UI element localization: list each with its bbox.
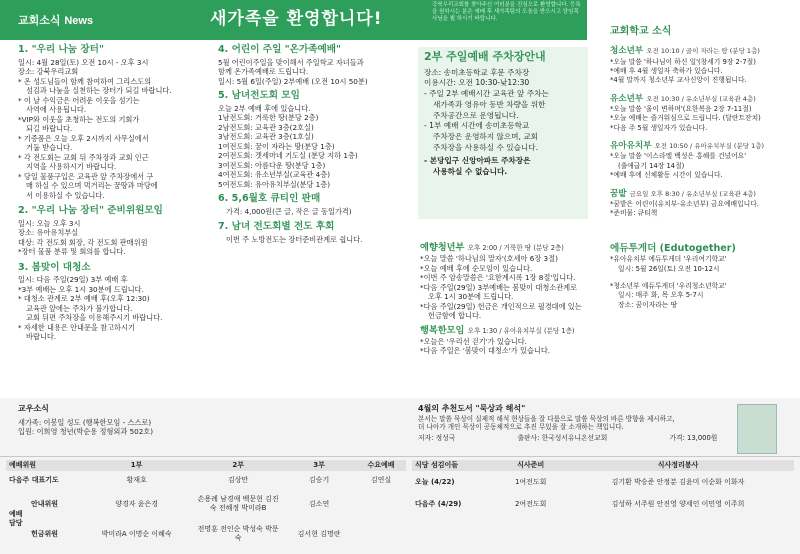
worship-duty-table <box>6 460 406 549</box>
news-column-2 <box>218 44 414 245</box>
divider <box>0 456 800 457</box>
text-line: 장소: 유아유치부실 <box>18 228 79 238</box>
table-row <box>412 493 794 515</box>
school-block-name: 유소년부 <box>610 93 644 104</box>
section-title: 4. 어린이 주일 "온가족예배" <box>218 44 342 55</box>
table-header-cell: 수요예배 <box>356 460 406 471</box>
table-cell: 오늘 (4/22) <box>415 477 455 486</box>
section-title: 3. 봄맞이 대청소 <box>18 261 91 273</box>
section-title: 7. 남녀 전도회별 전도 후회 <box>218 221 335 233</box>
table-row <box>412 471 794 493</box>
group-label: 예배 담당 <box>9 510 23 528</box>
text-line: *오늘 예배 후에 순모임이 있습니다. <box>420 263 533 273</box>
text-line: *다음 주일은 '봄맞이 대청소'가 있습니다. <box>420 346 551 356</box>
text-line: *청소년부 에듀투게더 '우리청소년학교' <box>610 282 727 291</box>
text-line: 더 나아가 개인 묵상이 공동체적으로 추진 무있을 잘 소개하는 책입니다. <box>418 423 624 432</box>
text-line: 바랍니다. <box>26 332 57 342</box>
text-line: - 본당입구 신앙아파트 주차장은 <box>424 155 531 165</box>
text-line: 지역을 사용하시기 바랍니다. <box>26 162 117 172</box>
text-line: * 당일 물품구입은 교육관 앞 주차장에서 구 <box>18 171 154 181</box>
text-line: *다음 주일(29일) 헌금은 개인적으로 필경대에 있는 <box>420 301 582 311</box>
text-line <box>610 274 795 282</box>
text-line: 일시: 5월 26일(토) 오전 10-12시 <box>618 264 720 273</box>
text-line: 일시: 5월 6일(주일) 2부예배 (오전 10시 50분) <box>218 76 368 86</box>
text-line: * 온 성도님들이 함께 참여하여 그리스도의 <box>18 76 152 86</box>
school-title: 교회학교 소식 <box>610 26 672 37</box>
text-line: 장소: 송미초등학교 후문 주차장 <box>424 67 530 77</box>
text-line: 본서는 말씀 묵상이 실제적 해석 현상들을 잘 다룸으로 말씀 묵상의 바른 방향을 제시하고, <box>418 414 675 423</box>
text-line: 일시: 매주 화, 목 오후 5-7시 <box>618 291 704 300</box>
text-line: 교육관 앞에는 주차가 불가합니다. <box>26 303 133 313</box>
table-cell <box>356 519 406 549</box>
text-line: *오늘 말씀 '울이 변하며'(요한복음 2장 7-11절) <box>610 105 752 113</box>
table-cell: 양경자 윤은경 <box>115 499 159 508</box>
youth-time: 오후 2:00 / 거룩한 땅 (분당 2층) <box>467 244 564 252</box>
text-line: - 1부 예배 시간에 송미초등학교 <box>424 121 530 131</box>
table-row <box>6 471 406 489</box>
text-line: * 기증품은 오늘 오후 2시까지 사무실에서 <box>18 133 149 143</box>
table-cell: 김상만 <box>228 475 249 484</box>
text-line: 가격: 4,000원(큰 글, 작은 글 동일가격) <box>226 206 352 216</box>
table-cell: 2여전도회 <box>514 499 547 508</box>
table-header-row <box>412 460 794 471</box>
text-line: *다음 주 5월 생일자가 있습니다. <box>610 123 708 132</box>
table-cell: 손용례 남경애 백문현 김진숙 전혜정 박미라B <box>197 495 279 513</box>
school-block-heading <box>610 46 795 57</box>
text-line: 주차장은 운영하지 않으며, 교회 <box>433 132 539 142</box>
text-line: 사용하실 수 없습니다. <box>433 166 508 176</box>
table-header-cell: 3부 <box>282 460 356 471</box>
text-line: 섬김과 나눔을 실천하는 장터가 되길 바랍니다. <box>26 86 172 96</box>
text-line: 4여전도회: 유소년부실(교육관 4층) <box>218 170 331 180</box>
text-line: 매 하실 수 있으며 먹거리는 꿈땅과 마당에 <box>26 181 158 191</box>
table-cell: 다음주 대표기도 <box>9 475 59 484</box>
happy-group-time: 오후 1:30 / 유아유치부실 (분당 1층) <box>467 326 575 335</box>
text-line: - 주일 2부 예배시간 교육관 앞 주차는 <box>424 89 549 99</box>
text-line: 사역에 사용됩니다. <box>26 105 87 115</box>
text-line: 이번 주 노방전도는 장터준비관계로 쉽니다. <box>226 235 363 245</box>
section-title: 5. 남녀전도회 모임 <box>218 90 300 102</box>
text-line: 장소: 강북우리교회 <box>18 67 79 77</box>
text-line: *이번 주 암송말씀은 '요한계시록 1장 8절'입니다. <box>420 273 576 283</box>
school-block-time: 금요일 오후 8:30 / 유소년부실 (교육관 4층) <box>629 189 756 198</box>
book-author: 저자: 정성국 <box>418 433 456 442</box>
member-news-title: 교우소식 <box>18 404 49 413</box>
table-cell: 헌금위원 <box>31 529 59 538</box>
text-line: 오후 1시 30분에 드립니다. <box>428 292 514 302</box>
text-line: *오늘은 '우리선 걷기'가 있습니다. <box>420 336 527 346</box>
text-line: 되길 바랍니다. <box>26 124 73 134</box>
news-label: 교회소식 <box>18 14 61 27</box>
table-cell <box>356 489 406 519</box>
table-cell: 김기환 박승준 안정분 김윤미 이순화 이화자 <box>611 477 745 486</box>
table-cell: 박미라A 이명순 이혜숙 <box>101 529 172 538</box>
text-line: 일시: 4월 28일(토) 오전 10시 - 오후 3시 <box>18 57 149 67</box>
table-header-cell: 1부 <box>79 460 194 471</box>
text-line: *3부 예배는 오후 1시 30분에 드립니다. <box>18 284 144 294</box>
table-cell: 김승기 <box>308 475 330 484</box>
text-line: 주차장을 사용하실 수 있습니다. <box>433 142 539 152</box>
youth-heading <box>420 242 590 254</box>
table-cell: 김성하 서주원 안진영 양세인 이민영 이주희 <box>611 499 745 508</box>
happy-group-title: 행복한모임 <box>420 324 465 336</box>
text-line: 함께 온가족예배로 드립니다. <box>218 67 309 77</box>
welcome-notice: 강북우리교회를 찾아주신 여러분을 진심으로 환영합니다. 등록을 원하시는 분은 예배 후 새가족팀의 도움을 받으시고 담임목사님을 뵙 하시기 바랍니다. <box>432 2 581 23</box>
text-line: *장터 물품 분류 및 회의를 합니다. <box>18 247 126 257</box>
section-title: 1. "우리 나눔 장터" <box>18 44 104 55</box>
top-banner <box>0 0 587 40</box>
section-title: 6. 5,6월호 큐티인 판매 <box>218 193 321 205</box>
text-line: *오늘 말씀 '이스라엘 백성은 홍해를 건넜어요' <box>610 152 747 161</box>
text-line: 장소: 꿈이자라는 땅 <box>618 300 678 309</box>
text-line: 입원: 이희영 청년(박순용 정형외과 502호) <box>18 427 154 437</box>
text-line: 새가족과 영유아 동반 차량을 위한 <box>433 99 546 109</box>
text-line: 5여전도회: 유아유치부실(분당 1층) <box>218 179 331 189</box>
table-row <box>6 519 406 549</box>
table-header-cell: 2부 <box>194 460 282 471</box>
text-line: 일시: 오늘 오후 3시 <box>18 218 81 228</box>
text-line: *4월 말까지 청소년부 교사신앙이 진행됩니다. <box>610 76 747 85</box>
school-block-heading <box>610 141 795 152</box>
news-section-tag <box>18 14 93 29</box>
parking-title: 2부 주일예배 주차장안내 <box>424 50 546 63</box>
text-line: *예배 후 4월 생일자 축하가 있습니다. <box>610 66 723 75</box>
text-line: *꿈밭은 어린이(유치부-유소년부) 금요예배입니다. <box>610 199 759 208</box>
table-header-cell: 예배위원 <box>6 460 79 471</box>
member-news <box>18 404 153 437</box>
table-cell: 전명훈 전인순 박성숙 박문숙 <box>197 525 279 543</box>
text-line: (출애굽기 14장 14절) <box>618 161 685 170</box>
parking-notice-box <box>418 47 588 219</box>
table-cell: 다음주 (4/29) <box>415 499 462 508</box>
church-school-column <box>610 25 795 310</box>
text-line: 5월 어린이주일을 맞이해서 주일학교 자녀들과 <box>218 57 364 67</box>
text-line: *오늘 말씀 '하나님의 말자'(호세아 6장 3절) <box>420 254 558 264</box>
text-line: 오늘 2부 예배 후에 있습니다. <box>218 103 311 113</box>
table-header-cell: 식사준비 <box>499 460 562 471</box>
table-header-cell: 식당 섬김이들 <box>412 460 499 471</box>
section-body <box>18 58 213 201</box>
text-line: 1남전도회: 거룩한 땅(분당 2층) <box>218 113 319 123</box>
text-line: *오늘 말씀 '하나님이 하신 일'(창세기 9장 2-7절) <box>610 57 756 66</box>
text-line: *다음 주일(29일) 3부예배는 봄맞이 대청소관계로 <box>420 282 578 292</box>
school-block-time: 오전 10:30 / 유소년부실 (교육관 4층) <box>646 94 756 103</box>
text-line: * 이 날 수익금은 어려운 이웃을 섬기는 <box>18 95 140 105</box>
school-block-time: 오전 10:50 / 유아유치부실 (분당 1층) <box>654 142 765 151</box>
school-block-time: 오전 10:10 / 골이 자라는 땅 (분당 1층) <box>646 47 760 56</box>
text-line: * 대청소 관계로 2부 예배 후(오후 12:30) <box>18 294 150 304</box>
text-line: * 각 전도회는 교회 뒤 주차장과 교회 인근 <box>18 152 149 162</box>
welcome-heading: 새가족을 환영합니다! <box>210 9 383 29</box>
text-line: 거둡 받습니다. <box>26 143 73 153</box>
text-line: 2남전도회: 교육관 3층(2호실) <box>218 122 314 132</box>
text-line: *유아유치부 에듀투게더 '우리여기학교' <box>610 255 727 264</box>
table-cell: 김서현 김명란 <box>297 529 341 538</box>
news-column-1 <box>18 44 213 342</box>
text-line: 3남전도회: 교육관 3층(1호실) <box>218 132 314 142</box>
school-block-name: 꿈밭 <box>610 188 627 199</box>
section-title: 2. "우리 나눔 장터" 준비위원모임 <box>18 205 163 217</box>
table-cell: 김소연 <box>308 499 330 508</box>
text-line: 대상: 각 전도회 회장, 각 전도회 판매위원 <box>18 237 148 247</box>
school-block-name: 유아유치부 <box>610 141 652 152</box>
happy-group-heading <box>420 325 590 337</box>
text-line: *오늘 예배는 즐거워심으로 드립니다. (달란트잔치) <box>610 114 761 123</box>
table-cell: 황재호 <box>126 475 147 484</box>
text-line: 서 이용하실 수 있습니다. <box>26 190 105 200</box>
book-meta <box>418 434 728 443</box>
book-publisher: 출판사: 한국성서유니온선교회 <box>517 433 608 442</box>
book-title: 4월의 추천도서 "묵상과 해석" <box>418 404 526 413</box>
text-line: * 자세한 내용은 안내문을 참고하시기 <box>18 322 135 332</box>
text-line: 2여전도회: 겟세마네 기도실 (분당 지하 1층) <box>218 151 358 161</box>
section-body <box>18 275 213 342</box>
book-cover-image <box>737 404 777 454</box>
text-line: *예배 후에 신체활동 시간이 있습니다. <box>610 171 723 180</box>
text-line: 새가족: 이봉일 성도 (행복한모임 - 스스로) <box>18 417 152 427</box>
table-header-row <box>6 460 406 471</box>
section-body <box>18 219 213 257</box>
table-cell: 김연실 <box>370 475 392 484</box>
news-label-en: News <box>64 15 94 27</box>
book-price: 가격: 13,000원 <box>669 433 718 442</box>
table-row <box>6 489 406 519</box>
text-line: 교회 뒤편 주차장을 이용해주시기 바랍니다. <box>26 313 163 323</box>
text-line: 헌금함에 합니다. <box>428 311 482 321</box>
edutogether-title: 에듀투게더 (Edutogether) <box>610 242 736 254</box>
school-block-name: 청소년부 <box>610 46 644 57</box>
meal-service-table <box>412 460 794 515</box>
text-line: 1여전도회: 꿈이 자라는 땅(분당 1층) <box>218 141 335 151</box>
text-line: 3여전도회: 아름다운 땅(분당 1층) <box>218 160 326 170</box>
table-cell: 안내위원 <box>31 499 59 508</box>
table-cell: 1여전도회 <box>514 477 547 486</box>
text-line: *VIP와 이웃을 초청하는 전도의 기회가 <box>18 114 140 124</box>
text-line: *준비물: 큐티책 <box>610 209 658 218</box>
text-line: 이용시간: 오전 10:30-낮12:30 <box>424 78 530 88</box>
youth-section <box>420 242 590 356</box>
recommended-book <box>418 404 728 443</box>
school-block-heading <box>610 189 795 200</box>
table-header-cell: 식사정리봉사 <box>562 460 794 471</box>
text-line: 일시: 다음 주일(29일) 3부 예배 후 <box>18 275 128 285</box>
text-line: 주차공간으로 운영됩니다. <box>433 110 519 120</box>
school-block-heading <box>610 94 795 105</box>
bottom-panel <box>0 398 800 554</box>
youth-title: 예향청년부 <box>420 242 465 253</box>
